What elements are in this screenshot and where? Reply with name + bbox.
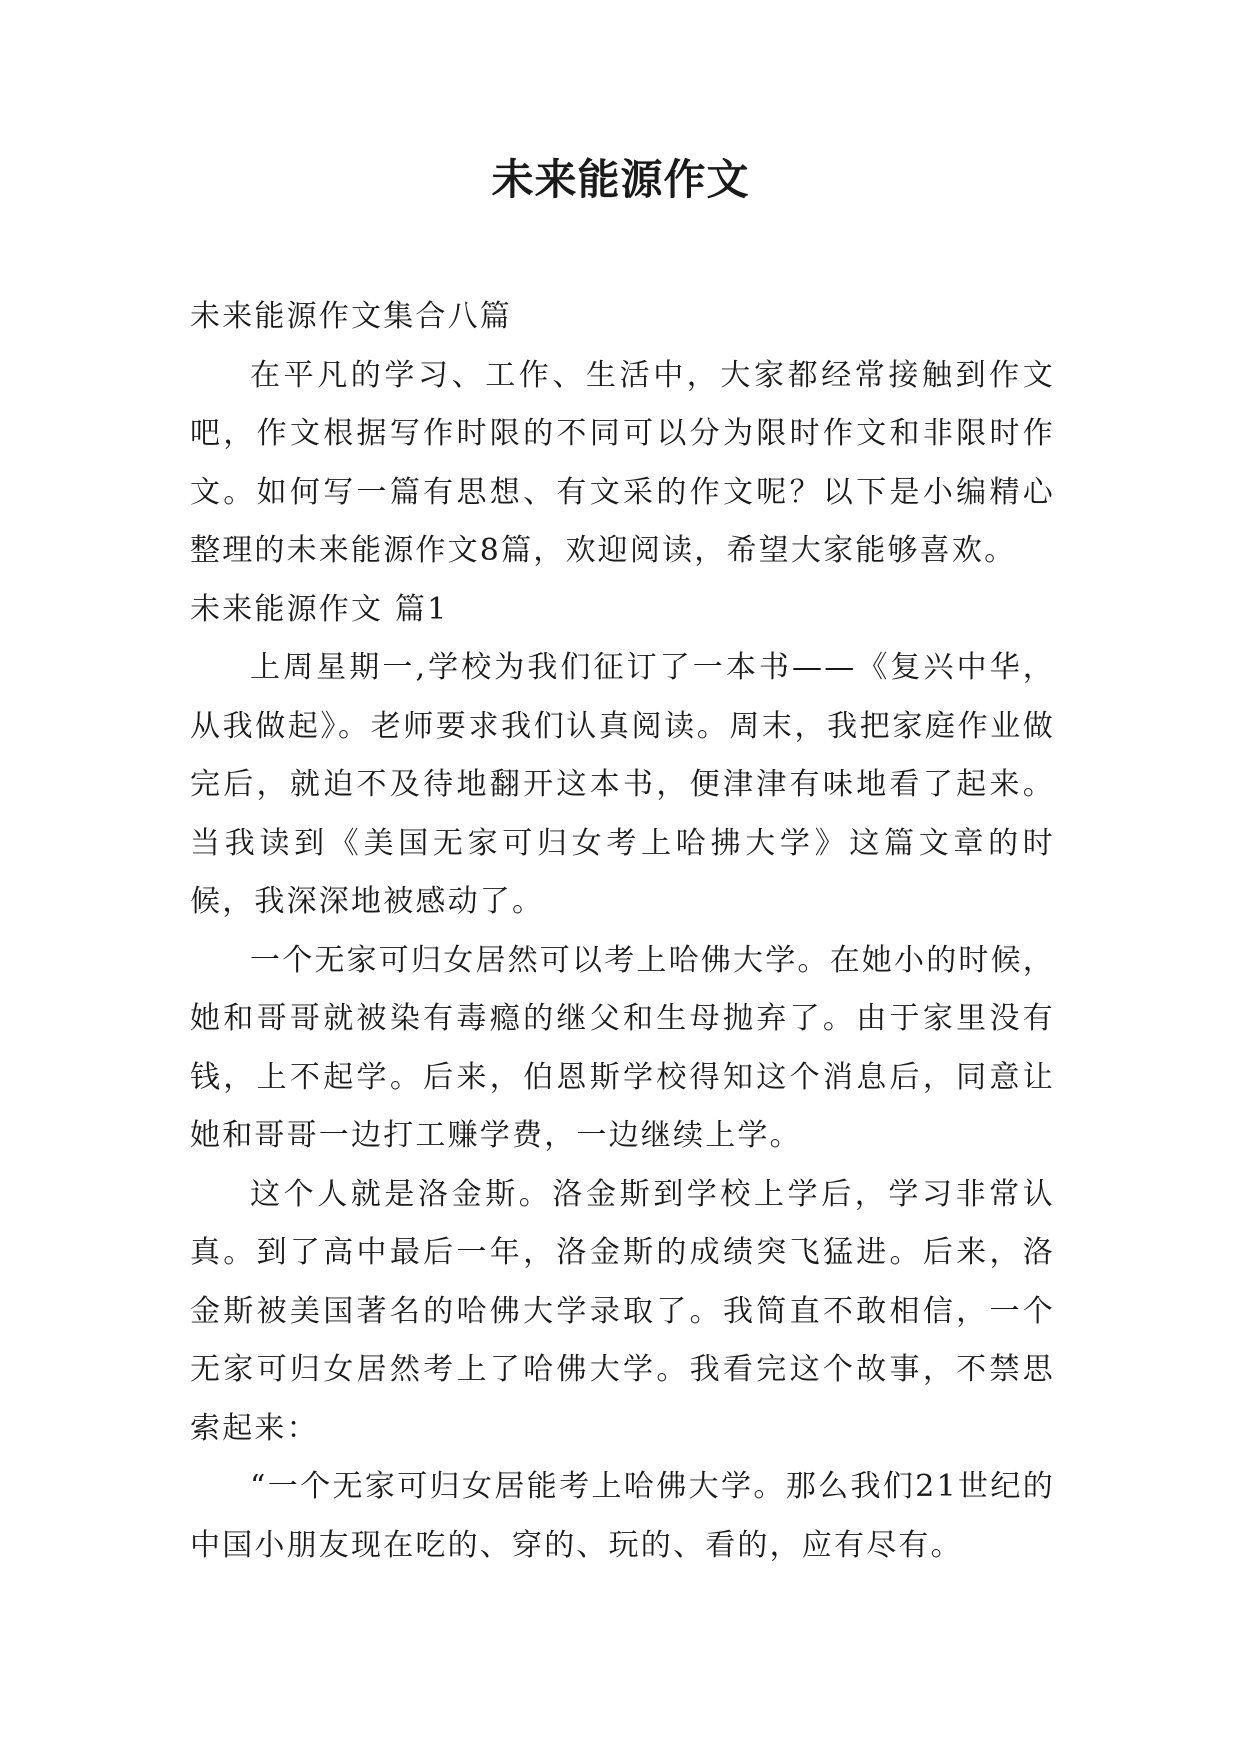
body-paragraph: 一个无家可归女居然可以考上哈佛大学。在她小的时候，她和哥哥就被染有毒瘾的继父和生母抛弃了。由于家里没有钱，上不起学。后来，伯恩斯学校得知这个消息后，同意让她和哥哥一边打工赚学费，一边继续上学。 (190, 942, 1055, 1153)
body-paragraph: 这个人就是洛金斯。洛金斯到学校上学后，学习非常认真。到了高中最后一年，洛金斯的成绩突飞猛进。后来，洛金斯被美国著名的哈佛大学录取了。我简直不敢相信，一个无家可归女居然考上了哈佛大学。我看完这个故事，不禁思索起来： (190, 1176, 1055, 1446)
body-paragraph: 上周星期一,学校为我们征订了一本书——《复兴中华，从我做起》。老师要求我们认真阅读。周末，我把家庭作业做完后，就迫不及待地翻开这本书，便津津有味地看了起来。当我读到《美国无家可归女考上哈拂大学》这篇文章的时候，我深深地被感动了。 (190, 650, 1055, 919)
document-body (190, 288, 1055, 1575)
document-title: 未来能源作文 (491, 155, 750, 204)
body-paragraph: “一个无家可归女居能考上哈佛大学。那么我们21世纪的中国小朋友现在吃的、穿的、玩的、看的，应有尽有。 (190, 1469, 1055, 1563)
section-heading: 未来能源作文 篇1 (190, 591, 449, 627)
intro-paragraph: 在平凡的学习、工作、生活中，大家都经常接触到作文吧，作文根据写作时限的不同可以分为限时作文和非限时作文。如何写一篇有思想、有文采的作文呢？以下是小编精心整理的未来能源作文8篇，欢迎阅读，希望大家能够喜欢。 (190, 357, 1055, 568)
subtitle-paragraph: 未来能源作文集合八篇 (190, 299, 512, 334)
